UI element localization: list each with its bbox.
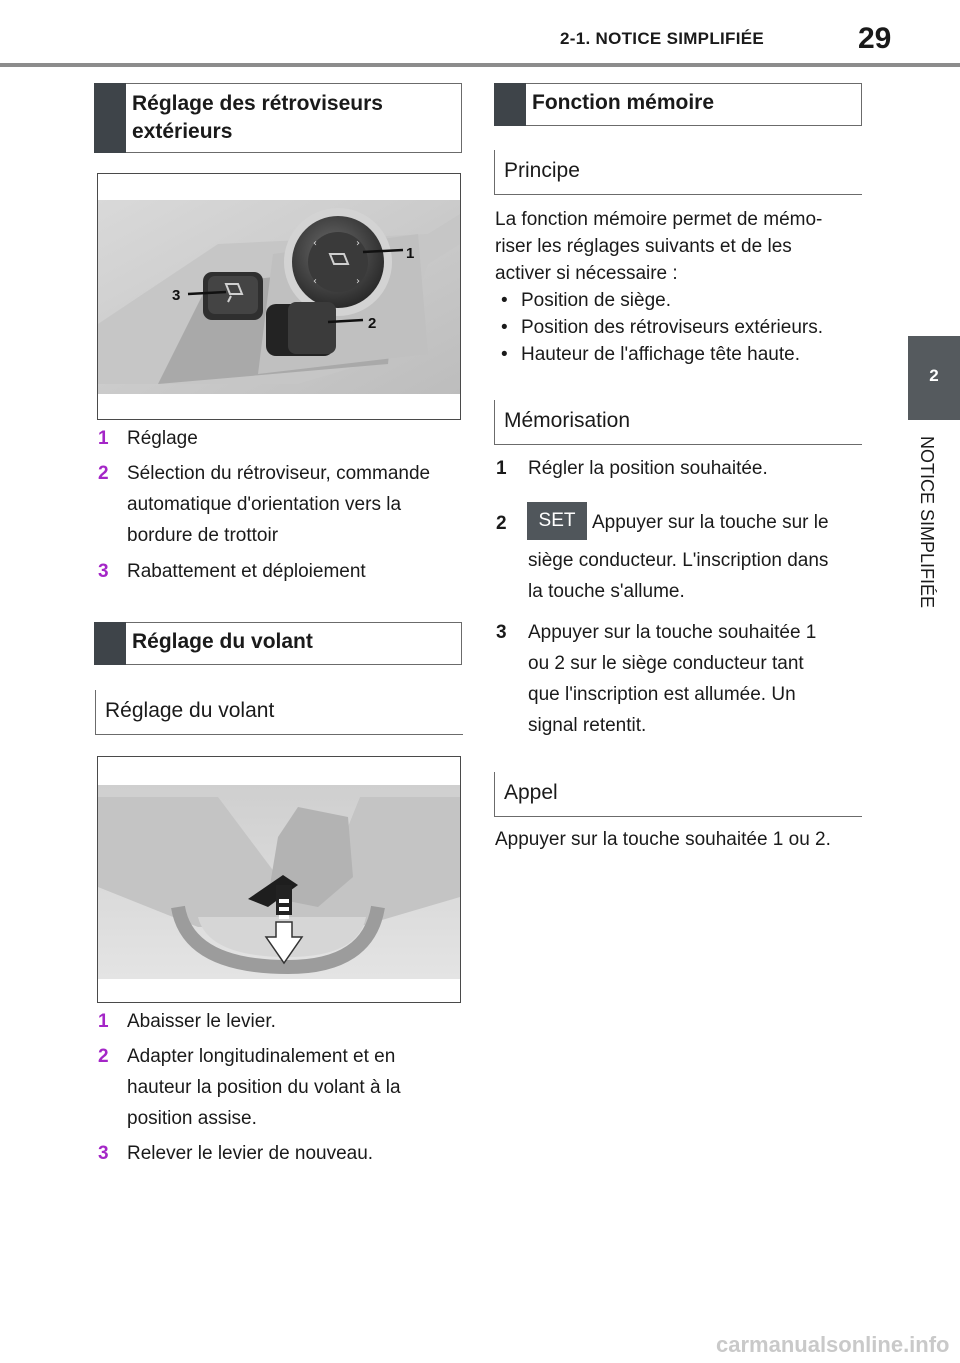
subsection-wheel (95, 690, 463, 735)
page-number: 29 (858, 22, 892, 55)
item-text: Réglage (127, 428, 198, 449)
subsection-title-recall: Appel (504, 781, 558, 804)
section-bar (94, 622, 126, 665)
paragraph-line: La fonction mémoire permet de mémo- (495, 209, 823, 230)
list-item (98, 556, 458, 587)
section-title-mirrors: Réglage des rétroviseurs extérieurs (132, 92, 383, 143)
item-number: 1 (98, 428, 109, 449)
item-number: 1 (496, 458, 507, 479)
bullet-item (495, 287, 865, 314)
svg-text:›: › (356, 276, 360, 287)
list-item (496, 617, 858, 741)
item-text-line: automatique d'orientation vers la (127, 494, 402, 515)
item-text: Relever le levier de nouveau. (127, 1143, 374, 1164)
section-title-memory: Fonction mémoire (532, 91, 715, 114)
item-number: 3 (496, 622, 507, 643)
bullet-item (495, 341, 865, 368)
recall-text: Appuyer sur la touche souhaitée 1 ou 2. (495, 829, 831, 850)
callout-1: 1 (406, 245, 415, 262)
principle-bullets (495, 287, 865, 368)
list-item (98, 1138, 458, 1169)
callout-2: 2 (368, 315, 377, 332)
item-number: 3 (98, 1143, 109, 1164)
set-key-icon: SET (527, 502, 587, 540)
chapter-tab-number: 2 (929, 366, 939, 385)
item-text-line: que l'inscription est allumée. Un (528, 684, 796, 705)
section-bar (94, 83, 126, 153)
item-text-line: la touche s'allume. (528, 581, 685, 602)
item-text-line: signal retentit. (528, 715, 647, 736)
svg-text:›: › (356, 238, 360, 249)
item-number: 1 (98, 1011, 109, 1032)
item-text-line: ou 2 sur le siège conducteur tant (528, 653, 804, 674)
chapter-side-label (912, 436, 938, 626)
list-item (98, 423, 458, 454)
header-rule (0, 63, 960, 67)
item-text-line: bordure de trottoir (127, 525, 279, 546)
section-bar (494, 83, 526, 126)
item-number: 2 (496, 513, 507, 534)
bullet-dot: • (501, 290, 508, 311)
section-wheel (94, 622, 462, 665)
item-number: 2 (98, 1046, 109, 1067)
subsection-recall (494, 772, 862, 817)
item-text-line: Appuyer sur la touche sur le (592, 512, 829, 533)
subsection-principle (494, 150, 862, 195)
list-item (98, 458, 460, 551)
item-text-line: Appuyer sur la touche souhaitée 1 (528, 622, 817, 643)
svg-text:‹: ‹ (313, 238, 317, 249)
subsection-title-principle: Principe (504, 159, 580, 182)
item-text: Abaisser le levier. (127, 1011, 276, 1032)
list-item (98, 1041, 460, 1134)
bullet-text: Position de siège. (521, 290, 671, 311)
steering-lever-figure (97, 756, 461, 1003)
bullet-text: Hauteur de l'affichage tête haute. (521, 344, 800, 365)
chapter-side-label-text: NOTICE SIMPLIFIÉE (917, 436, 937, 609)
principle-paragraph (495, 206, 865, 287)
header-section-title: 2-1. NOTICE SIMPLIFIÉE (560, 29, 765, 48)
list-item (98, 1006, 458, 1037)
mirror-controls-illustration (98, 174, 460, 419)
item-text: Rabattement et déploiement (127, 561, 366, 582)
list-item (496, 502, 858, 602)
steering-lever-illustration (98, 757, 460, 1002)
watermark: carmanualsonline.info (716, 1332, 950, 1357)
mirror-controls-figure (97, 173, 461, 420)
paragraph-line: riser les réglages suivants et de les (495, 236, 792, 257)
item-number: 2 (98, 463, 109, 484)
bullet-dot: • (501, 317, 508, 338)
bullet-text: Position des rétroviseurs extérieurs. (521, 317, 824, 338)
svg-text:‹: ‹ (313, 276, 317, 287)
list-item (496, 453, 856, 484)
item-text-line: position assise. (127, 1108, 257, 1129)
item-text-line: Adapter longitudinalement et en (127, 1046, 396, 1067)
item-text-line: siège conducteur. L'inscription dans (528, 550, 829, 571)
section-mirrors (94, 83, 462, 153)
paragraph-line: activer si nécessaire : (495, 263, 678, 284)
item-number: 3 (98, 561, 109, 582)
bullet-item (495, 314, 865, 341)
subsection-storing (494, 400, 862, 445)
item-text-line: Sélection du rétroviseur, commande (127, 463, 431, 484)
subsection-title-wheel: Réglage du volant (105, 699, 275, 722)
callout-3: 3 (172, 287, 181, 304)
bullet-dot: • (501, 344, 508, 365)
section-title-wheel: Réglage du volant (132, 630, 313, 653)
section-memory (494, 83, 862, 126)
item-text: Régler la position souhaitée. (528, 458, 768, 479)
subsection-title-storing: Mémorisation (504, 409, 631, 432)
item-text-line: hauteur la position du volant à la (127, 1077, 401, 1098)
